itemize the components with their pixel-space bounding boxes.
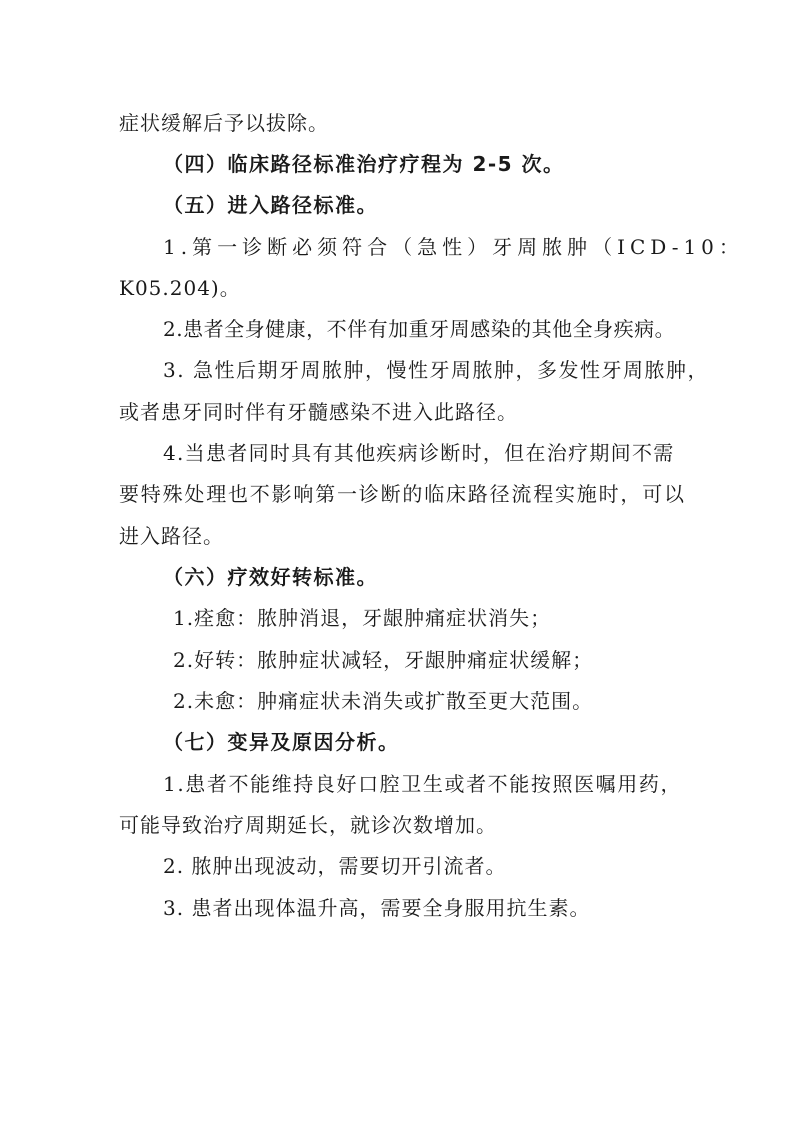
text-line: K05.204)。: [119, 276, 241, 300]
text-line: 或者患牙同时伴有牙髓感染不进入此路径。: [119, 400, 518, 424]
section-heading-7: （七）变异及原因分析。: [163, 730, 400, 754]
text-line: 2. 脓肿出现波动，需要切开引流者。: [163, 854, 507, 878]
text-line: 进入路径。: [119, 524, 224, 548]
text-line: 要特殊处理也不影响第一诊断的临床路径流程实施时，可以: [119, 482, 686, 506]
section-heading-4: （四）临床路径标准治疗疗程为 2-5 次。: [163, 152, 565, 176]
text-line: 3. 患者出现体温升高，需要全身服用抗生素。: [163, 896, 591, 920]
text-line: 可能导致治疗周期延长，就诊次数增加。: [119, 813, 497, 837]
section-heading-6: （六）疗效好转标准。: [163, 565, 378, 589]
text-line: 2.好转：脓肿症状减轻，牙龈肿痛症状缓解；: [173, 648, 594, 672]
text-line: 1.患者不能维持良好口腔卫生或者不能按照医嘱用药，: [163, 772, 683, 796]
text-line: 症状缓解后予以拔除。: [119, 111, 329, 135]
text-line: 2.未愈：肿痛症状未消失或扩散至更大范围。: [173, 689, 594, 713]
text-line: 2.患者全身健康，不伴有加重牙周感染的其他全身疾病。: [163, 317, 676, 341]
section-heading-5: （五）进入路径标准。: [163, 193, 378, 217]
text-line: 1.第一诊断必须符合（急性）牙周脓肿（ICD-10：: [163, 235, 744, 259]
text-line: 1.痊愈：脓肿消退，牙龈肿痛症状消失；: [173, 606, 552, 630]
text-line: 4.当患者同时具有其他疾病诊断时，但在治疗期间不需: [163, 441, 675, 465]
text-line: 3. 急性后期牙周脓肿，慢性牙周脓肿，多发性牙周脓肿，: [163, 358, 709, 382]
